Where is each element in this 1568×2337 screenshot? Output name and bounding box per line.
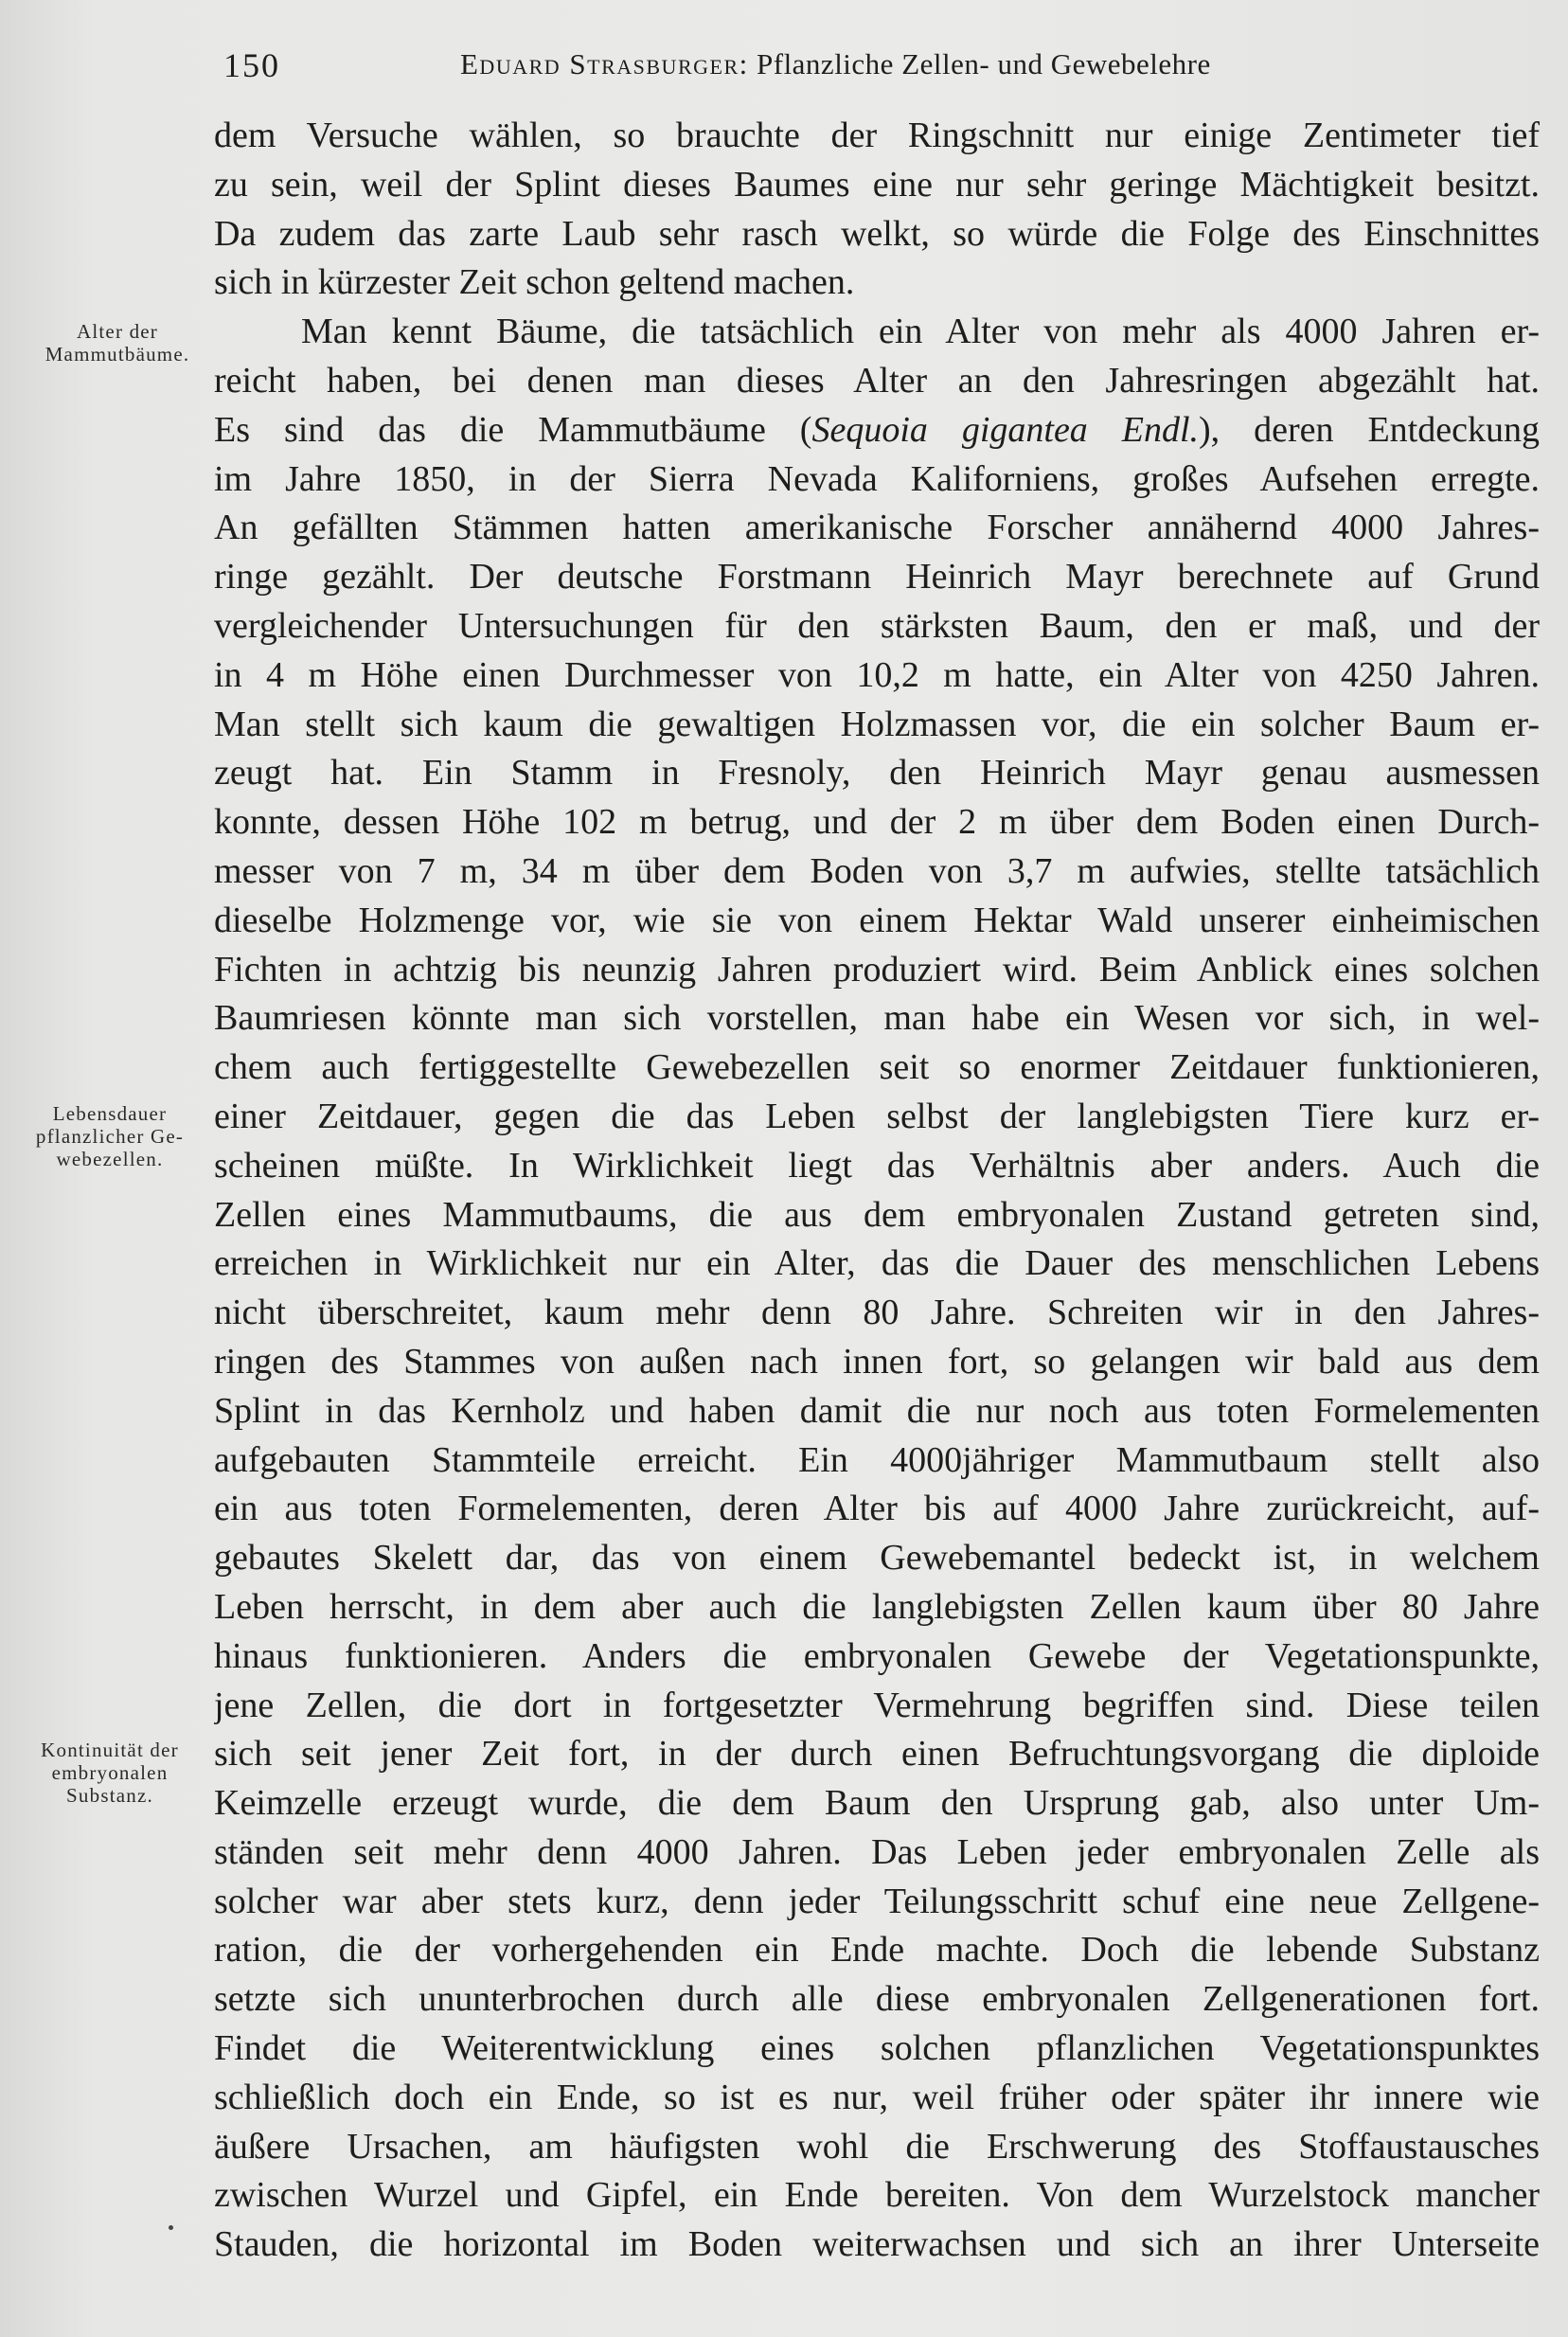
text-line: nicht überschreitet, kaum mehr denn 80 Jahre. Schreiten wir in den Jahres- — [214, 1293, 1540, 1333]
text-line: erreichen in Wirklichkeit nur ein Alter, das die Dauer des menschlichen Lebens — [214, 1243, 1540, 1284]
text-line: setzte sich ununterbrochen durch alle diese embryonalen Zellgenerationen fort. — [214, 1979, 1540, 2020]
running-head-author: Eduard Strasburger: — [460, 47, 749, 80]
text-line: ration, die der vorhergehenden ein Ende machte. Doch die lebende Substanz — [214, 1930, 1540, 1971]
print-speck — [169, 2225, 173, 2230]
text-line: Stauden, die horizontal im Boden weiterwachsen und sich an ihrer Unterseite — [214, 2224, 1540, 2265]
margin-note-line: pflanzlicher Ge- — [35, 1125, 185, 1148]
text-line: Es sind das die Mammutbäume (Sequoia gigantea Endl.), deren Entdeckung — [214, 409, 1540, 450]
margin-note-line: webezellen. — [56, 1148, 164, 1170]
running-head-title: Pflanzliche Zellen- und Gewebelehre — [757, 47, 1211, 80]
margin-note-alter-der-mammutbaeume — [23, 320, 212, 366]
text-line: messer von 7 m, 34 m über dem Boden von 3,7 m aufwies, stellte tatsächlich — [214, 850, 1540, 891]
text-line: konnte, dessen Höhe 102 m betrug, und der 2 m über dem Boden einen Durch- — [214, 802, 1540, 843]
text-line: reicht haben, bei denen man dieses Alter an den Jahresringen abgezählt hat. — [214, 360, 1540, 401]
text-line: scheinen müßte. In Wirklichkeit liegt das Verhältnis aber anders. Auch die — [214, 1145, 1540, 1186]
text-line: dieselbe Holzmenge vor, wie sie von einem Hektar Wald unserer einheimischen — [214, 900, 1540, 940]
margin-note-kontinuitaet — [8, 1739, 212, 1807]
text-line: im Jahre 1850, in der Sierra Nevada Kaliforniens, großes Aufsehen erregte. — [214, 458, 1540, 499]
text-line: aufgebauten Stammteile erreicht. Ein 4000jähriger Mammutbaum stellt also — [214, 1439, 1540, 1480]
text-line: zeugt hat. Ein Stamm in Fresnoly, den Heinrich Mayr genau ausmessen — [214, 753, 1540, 794]
text-line: einer Zeitdauer, gegen die das Leben selbst der langlebigsten Tiere kurz er- — [214, 1096, 1540, 1136]
text-line: Findet die Weiterentwicklung eines solchen pflanzlichen Vegetationspunktes — [214, 2028, 1540, 2069]
body-text — [214, 112, 1540, 2270]
margin-note-line: Substanz. — [66, 1784, 153, 1807]
text-line: Keimzelle erzeugt wurde, die dem Baum den Ursprung gab, also unter Um- — [214, 1783, 1540, 1824]
page-header — [223, 38, 1341, 95]
page-number: 150 — [223, 46, 280, 84]
scientific-name: Sequoia gigantea Endl. — [811, 409, 1200, 450]
margin-note-line: Alter der — [76, 320, 158, 343]
text-line: An gefällten Stämmen hatten amerikanische Forscher annähernd 4000 Jahres- — [214, 508, 1540, 548]
text-line: Man stellt sich kaum die gewaltigen Holzmassen vor, die ein solcher Baum er- — [214, 704, 1540, 744]
text-line: sich seit jener Zeit fort, in der durch einen Befruchtungsvorgang die diploide — [214, 1734, 1540, 1775]
margin-note-line: Kontinuität der — [41, 1739, 179, 1761]
margin-note-lebensdauer — [8, 1102, 212, 1170]
text-line: gebautes Skelett dar, das von einem Gewebemantel bedeckt ist, in welchem — [214, 1538, 1540, 1579]
text-line: Leben herrscht, in dem aber auch die langlebigsten Zellen kaum über 80 Jahre — [214, 1586, 1540, 1627]
text-line: Splint in das Kernholz und haben damit die nur noch aus toten Formelementen — [214, 1390, 1540, 1431]
text-line: ständen seit mehr denn 4000 Jahren. Das Leben jeder embryonalen Zelle als — [214, 1831, 1540, 1872]
text-line: zu sein, weil der Splint dieses Baumes eine nur sehr geringe Mächtigkeit besitzt. — [214, 164, 1540, 205]
margin-note-line: embryonalen — [51, 1761, 169, 1784]
text-line: ein aus toten Formelementen, deren Alter bis auf 4000 Jahre zurückreicht, auf- — [214, 1489, 1540, 1529]
text-line: hinaus funktionieren. Anders die embryonalen Gewebe der Vegetationspunkte, — [214, 1635, 1540, 1676]
text-line: chem auch fertiggestellte Gewebezellen seit so enormer Zeitdauer funktionieren, — [214, 1047, 1540, 1088]
text-line: vergleichender Untersuchungen für den stärksten Baum, den er maß, und der — [214, 605, 1540, 646]
text-line: ringe gezählt. Der deutsche Forstmann Heinrich Mayr berechnete auf Grund — [214, 557, 1540, 598]
text-line: Fichten in achtzig bis neunzig Jahren produziert wird. Beim Anblick eines solchen — [214, 949, 1540, 990]
text-line: schließlich doch ein Ende, so ist es nur, weil früher oder später ihr innere wie — [214, 2077, 1540, 2117]
text-line: zwischen Wurzel und Gipfel, ein Ende bereiten. Von dem Wurzelstock mancher — [214, 2175, 1540, 2216]
margin-note-line: Mammutbäume. — [45, 343, 190, 366]
text-line: Zellen eines Mammutbaums, die aus dem embryonalen Zustand getreten sind, — [214, 1194, 1540, 1235]
margin-note-line: Lebensdauer — [52, 1102, 168, 1125]
running-head — [460, 47, 1211, 81]
text-line: ringen des Stammes von außen nach innen fort, so gelangen wir bald aus dem — [214, 1341, 1540, 1382]
text-line: jene Zellen, die dort in fortgesetzter Vermehrung begriffen sind. Diese teilen — [214, 1685, 1540, 1725]
text-line: äußere Ursachen, am häufigsten wohl die Erschwerung des Stoffaustausches — [214, 2126, 1540, 2167]
text-line: sich in kürzester Zeit schon geltend machen. — [214, 262, 855, 303]
text-line: Da zudem das zarte Laub sehr rasch welkt, so würde die Folge des Einschnittes — [214, 213, 1540, 254]
text-line: dem Versuche wählen, so brauchte der Ringschnitt nur einige Zentimeter tief — [214, 116, 1540, 155]
text-line: in 4 m Höhe einen Durchmesser von 10,2 m hatte, ein Alter von 4250 Jahren. — [214, 654, 1540, 695]
text-line: Baumriesen könnte man sich vorstellen, man habe ein Wesen vor sich, in wel- — [214, 998, 1540, 1039]
text-line: solcher war aber stets kurz, denn jeder Teilungsschritt schuf eine neue Zellgene- — [214, 1881, 1540, 1921]
text-line: Man kennt Bäume, die tatsächlich ein Alter von mehr als 4000 Jahren er- — [301, 312, 1540, 352]
